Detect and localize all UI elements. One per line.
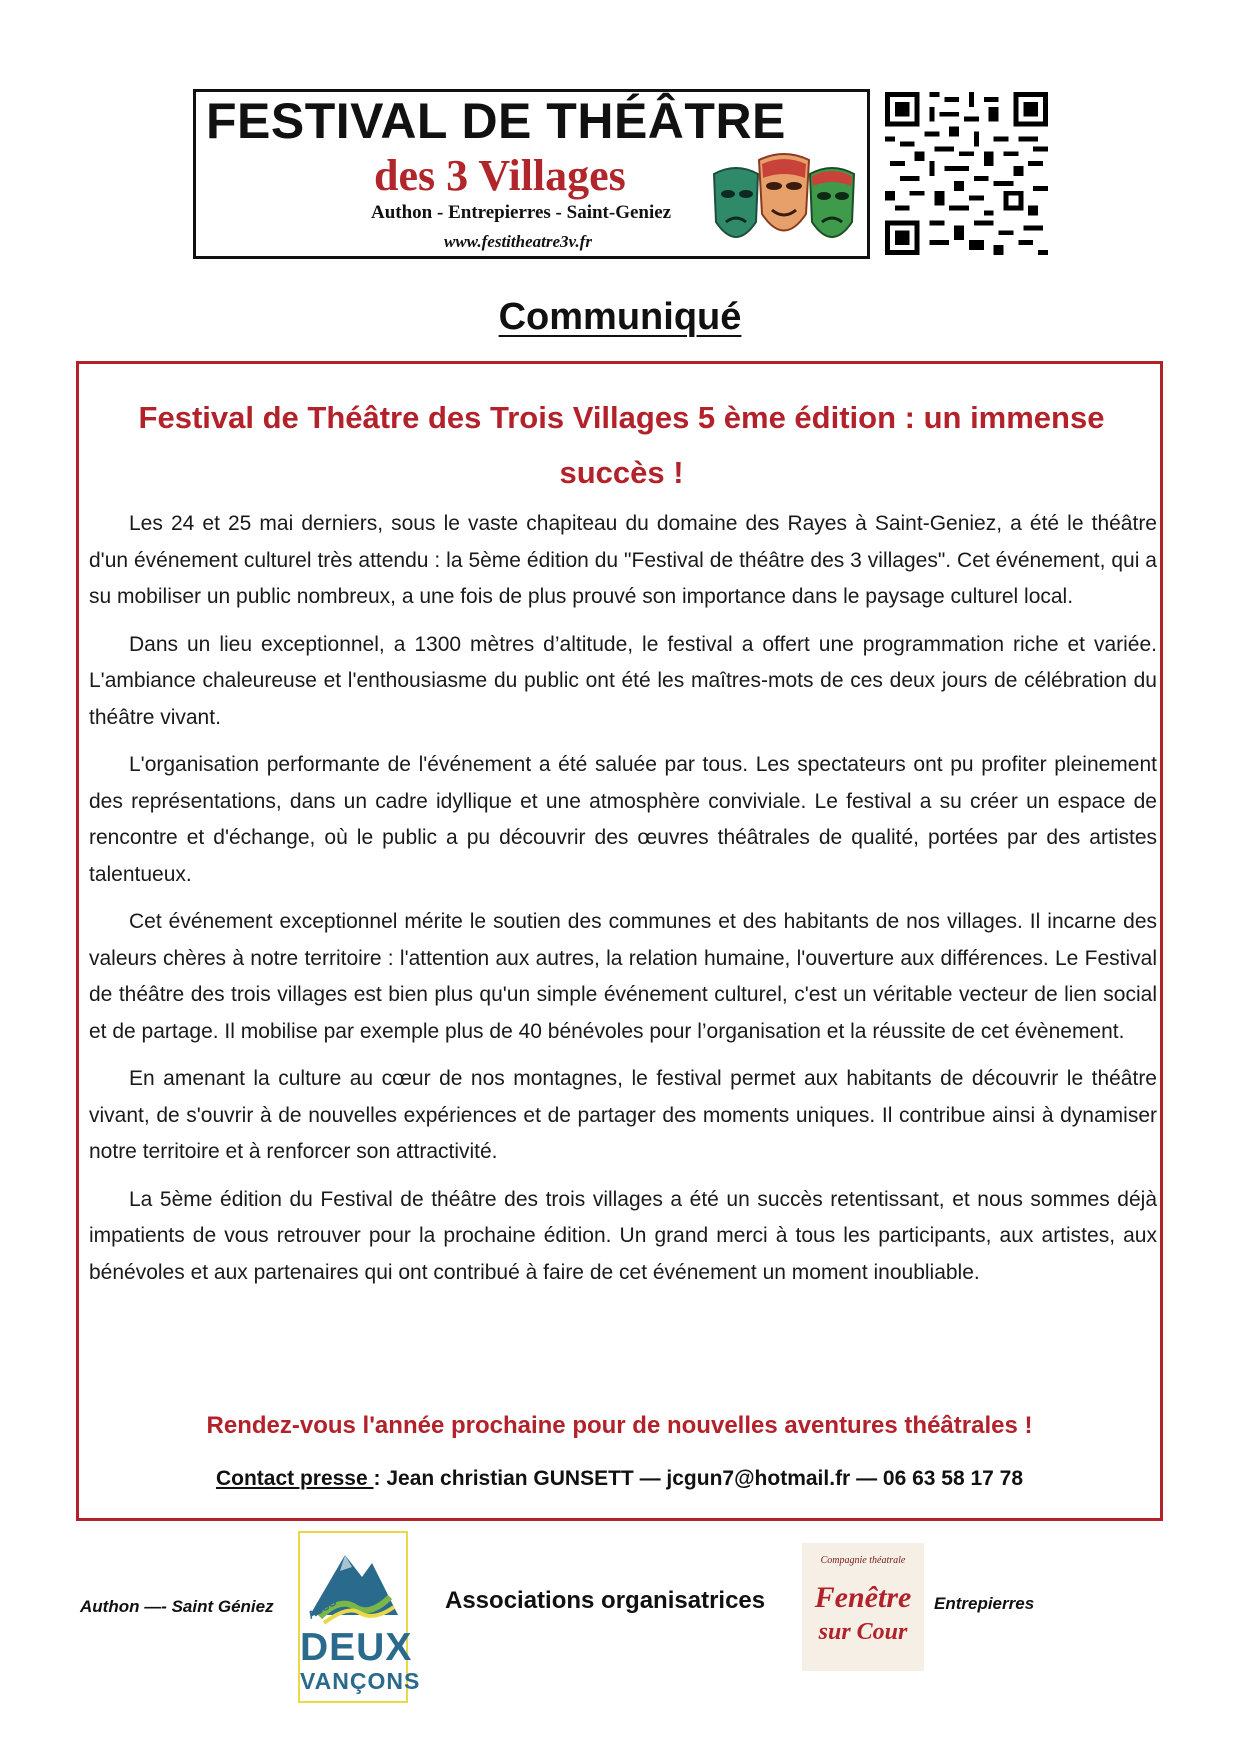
footer-organisers: Associations organisatrices xyxy=(445,1587,766,1614)
article-body xyxy=(89,506,1157,1302)
festival-banner xyxy=(193,89,870,259)
press-release-frame xyxy=(76,361,1163,1521)
paragraph: Cet événement exceptionnel mérite le soutien des communes et des habitants de nos villages. Il incarne des valeurs chères à notre territoire : l'attention aux autres, la relation humaine, l'ouverture aux différences. Le Festival de théâtre des trois villages est bien plus qu'un simple événement culturel, c'est un véritable vecteur de lien social et de partage. Il mobilise par exemple plus de 40 bénévoles pour l’organisation et la réussite de cet évènement. xyxy=(89,910,1157,1043)
contact-label: Contact presse xyxy=(215,1467,374,1490)
headline: Festival de Théâtre des Trois Villages 5 ème édition : un immense succès ! xyxy=(138,400,1105,490)
banner-subtitle: des 3 Villages xyxy=(374,151,626,200)
footer-village-right: Entrepierres xyxy=(934,1594,1035,1613)
qr-code-icon[interactable] xyxy=(885,92,1048,255)
closing-line: Rendez-vous l'année prochaine pour de nouvelles aventures théâtrales ! xyxy=(206,1412,1033,1439)
banner-website: www.festitheatre3v.fr xyxy=(444,232,592,251)
fenetre-sur-cour-logo xyxy=(802,1543,924,1671)
press-contact xyxy=(79,1467,1160,1491)
deux-line1: DEUX xyxy=(300,1626,413,1669)
banner-title: FESTIVAL DE THÉÂTRE xyxy=(206,93,786,149)
banner-villages: Authon - Entrepierres - Saint-Geniez xyxy=(371,202,672,223)
paragraph: En amenant la culture au cœur de nos montagnes, le festival permet aux habitants de découvrir le théâtre vivant, de s'ouvrir à de nouvelles expériences et de partager des moments uniques. Il contribue ainsi à dynamiser notre territoire et à renforcer son attractivité. xyxy=(89,1067,1157,1163)
document-title-wrapper xyxy=(0,296,1240,339)
paragraph: La 5ème édition du Festival de théâtre des trois villages a été un succès retentissant, et nous sommes déjà impatients de vous retrouver pour la prochaine édition. Un grand merci à tous les participants, aux artistes, aux bénévoles et aux partenaires qui ont contribué à faire de cet événement un moment inoubliable. xyxy=(89,1187,1157,1284)
deux-line2: VANÇONS xyxy=(300,1668,421,1694)
paragraph: Les 24 et 25 mai derniers, sous le vaste chapiteau du domaine des Rayes à Saint-Geniez, a été le théâtre d'un événement culturel très attendu : la 5ème édition du "Festival de théâtre des 3 villages". Cet événement, qui a su mobiliser un public nombreux, a une fois de plus prouvé son importance dans le paysage culturel local. xyxy=(89,512,1157,608)
contact-details[interactable]: : Jean christian GUNSETT — jcgun7@hotmail.fr — 06 63 58 17 78 xyxy=(373,1467,1024,1490)
deux-vancons-logo xyxy=(298,1531,421,1703)
paragraph: Dans un lieu exceptionnel, a 1300 mètres d’altitude, le festival a offert une programmation riche et variée. L'ambiance chaleureuse et l'enthousiasme du public ont été les maîtres-mots de ces deux jours de célébration du théâtre vivant. xyxy=(89,632,1157,729)
document-title: Communiqué xyxy=(498,296,742,338)
footer-villages-left: Authon —- Saint Géniez xyxy=(80,1597,274,1616)
fenetre-line1: Fenêtre xyxy=(814,1581,912,1614)
fenetre-company: Compagnie théatrale xyxy=(820,1555,906,1566)
deux-asso-label: ASSO xyxy=(306,1596,340,1622)
fenetre-line2: sur Cour xyxy=(818,1619,908,1645)
paragraph: L'organisation performante de l'événement a été saluée par tous. Les spectateurs ont pu profiter pleinement des représentations, dans un cadre idyllique et une atmosphère conviviale. Le festival a su créer un espace de rencontre et d'échange, où le public a pu découvrir des œuvres théâtrales de qualité, portées par des artistes talentueux. xyxy=(89,753,1157,886)
theatre-masks-icon xyxy=(706,152,861,257)
